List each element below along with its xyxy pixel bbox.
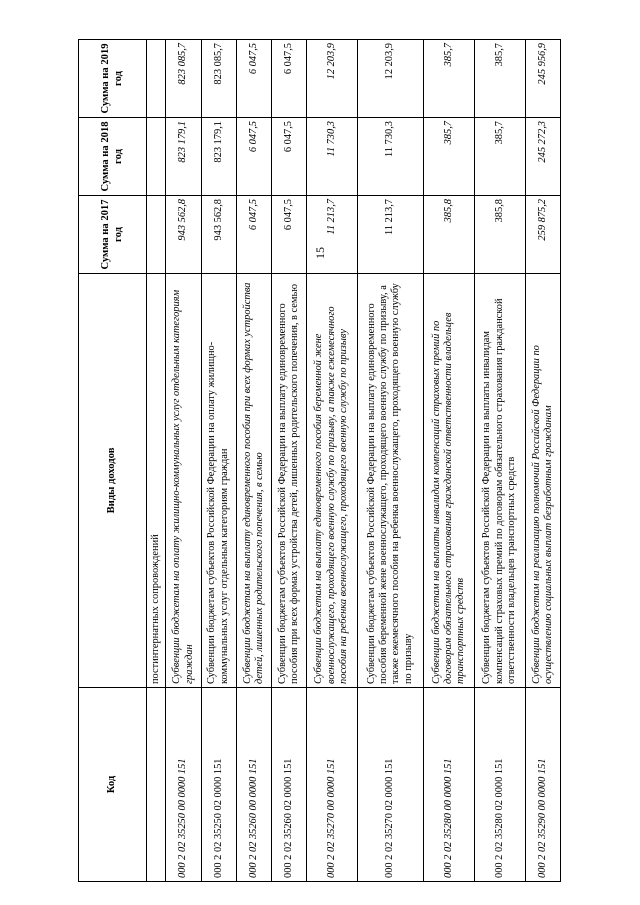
table-row: [306, 40, 357, 882]
sum-2017-cell: 11 213,7: [306, 196, 357, 274]
code-cell: 000 2 02 35250 00 0000 151: [166, 688, 201, 882]
table-row: [236, 40, 271, 882]
code-cell: 000 2 02 35270 02 0000 151: [357, 688, 423, 882]
kind-cell: Субвенции бюджетам на выплаты инвалидам компенсаций страховых премий по договорам обязательного страхования гражданской ответственности владельцев транспортных средств: [424, 274, 475, 688]
sum-2019-cell: 245 956,9: [525, 40, 560, 118]
sum-2019-cell: [147, 40, 166, 118]
header-sum-2019: Сумма на 2019 год: [79, 40, 147, 118]
code-cell: 000 2 02 35270 00 0000 151: [306, 688, 357, 882]
code-cell: 000 2 02 35280 00 0000 151: [424, 688, 475, 882]
sum-2017-cell: 385,8: [474, 196, 525, 274]
sum-2018-cell: 6 047,5: [271, 118, 306, 196]
sum-2017-cell: 11 213,7: [357, 196, 423, 274]
header-code: Код: [79, 688, 147, 882]
kind-cell: Субвенции бюджетам на выплату единовременного пособия при всех формах устройства детей, лишенных родительского попечения, в семью: [236, 274, 271, 688]
sum-2018-cell: 823 179,1: [201, 118, 236, 196]
sum-2017-cell: 259 875,2: [525, 196, 560, 274]
code-cell: [147, 688, 166, 882]
kind-cell: Субвенции бюджетам на оплату жилищно-коммунальных услуг отдельным категориям граждан: [166, 274, 201, 688]
table-body: [147, 40, 561, 882]
income-table: [78, 39, 561, 882]
kind-cell: Субвенции бюджетам субъектов Российской Федерации на выплату единовременного пособия беременной жене военнослужащего, проходящего военную службу по призыву, а также ежемесячного пособия на ребенка военнослужащего, проходящего военную службу по призыву: [357, 274, 423, 688]
sum-2018-cell: 11 730,3: [306, 118, 357, 196]
sum-2019-cell: 385,7: [474, 40, 525, 118]
kind-cell: Субвенции бюджетам на реализацию полномочий Российской Федерации по осуществлению социальных выплат безработным гражданам: [525, 274, 560, 688]
header-sum-2017: Сумма на 2017 год: [79, 196, 147, 274]
sum-2018-cell: [147, 118, 166, 196]
sum-2017-cell: 6 047,5: [271, 196, 306, 274]
table-row: [474, 40, 525, 882]
sum-2018-cell: 823 179,1: [166, 118, 201, 196]
table-row: [201, 40, 236, 882]
sum-2017-cell: 943 562,8: [201, 196, 236, 274]
table-row: [271, 40, 306, 882]
sum-2017-cell: 6 047,5: [236, 196, 271, 274]
header-kind: Виды доходов: [79, 274, 147, 688]
sum-2018-cell: 11 730,3: [357, 118, 423, 196]
sum-2019-cell: 385,7: [424, 40, 475, 118]
kind-cell: постинтернатных сопровождений: [147, 274, 166, 688]
code-cell: 000 2 02 35290 00 0000 151: [525, 688, 560, 882]
table-row: [147, 40, 166, 882]
table-row: [166, 40, 201, 882]
sum-2019-cell: 6 047,5: [271, 40, 306, 118]
sum-2019-cell: 12 203,9: [357, 40, 423, 118]
sum-2019-cell: 823 085,7: [166, 40, 201, 118]
header-sum-2018: Сумма на 2018 год: [79, 118, 147, 196]
sum-2019-cell: 823 085,7: [201, 40, 236, 118]
kind-cell: Субвенции бюджетам субъектов Российской Федерации на выплаты инвалидам компенсаций страховых премий по договорам обязательного страхования гражданской ответственности владельцев транспортных средств: [474, 274, 525, 688]
sum-2018-cell: 385,7: [424, 118, 475, 196]
page-number: 15: [313, 247, 327, 259]
sum-2019-cell: 6 047,5: [236, 40, 271, 118]
table-row: [525, 40, 560, 882]
code-cell: 000 2 02 35250 02 0000 151: [201, 688, 236, 882]
table-row: [424, 40, 475, 882]
sum-2018-cell: 6 047,5: [236, 118, 271, 196]
sum-2017-cell: [147, 196, 166, 274]
sum-2017-cell: 943 562,8: [166, 196, 201, 274]
code-cell: 000 2 02 35260 00 0000 151: [236, 688, 271, 882]
kind-cell: Субвенции бюджетам субъектов Российской Федерации на оплату жилищно-коммунальных услуг отдельным категориям граждан: [201, 274, 236, 688]
kind-cell: Субвенции бюджетам субъектов Российской Федерации на выплату единовременного пособия при всех формах устройства детей, лишенных родительского попечения, в семью: [271, 274, 306, 688]
table-row: [357, 40, 423, 882]
sum-2018-cell: 245 272,3: [525, 118, 560, 196]
code-cell: 000 2 02 35260 02 0000 151: [271, 688, 306, 882]
code-cell: 000 2 02 35280 02 0000 151: [474, 688, 525, 882]
table-header-row: [79, 40, 147, 882]
kind-cell: Субвенции бюджетам на выплату единовременного пособия беременной жене военнослужащего, проходящего военную службу по призыву, а также ежемесячного пособия на ребенка военнослужащего, проходящего военную службу по призыву: [306, 274, 357, 688]
sum-2019-cell: 12 203,9: [306, 40, 357, 118]
sum-2018-cell: 385,7: [474, 118, 525, 196]
rotated-table-wrapper: [78, 40, 561, 882]
sum-2017-cell: 385,8: [424, 196, 475, 274]
